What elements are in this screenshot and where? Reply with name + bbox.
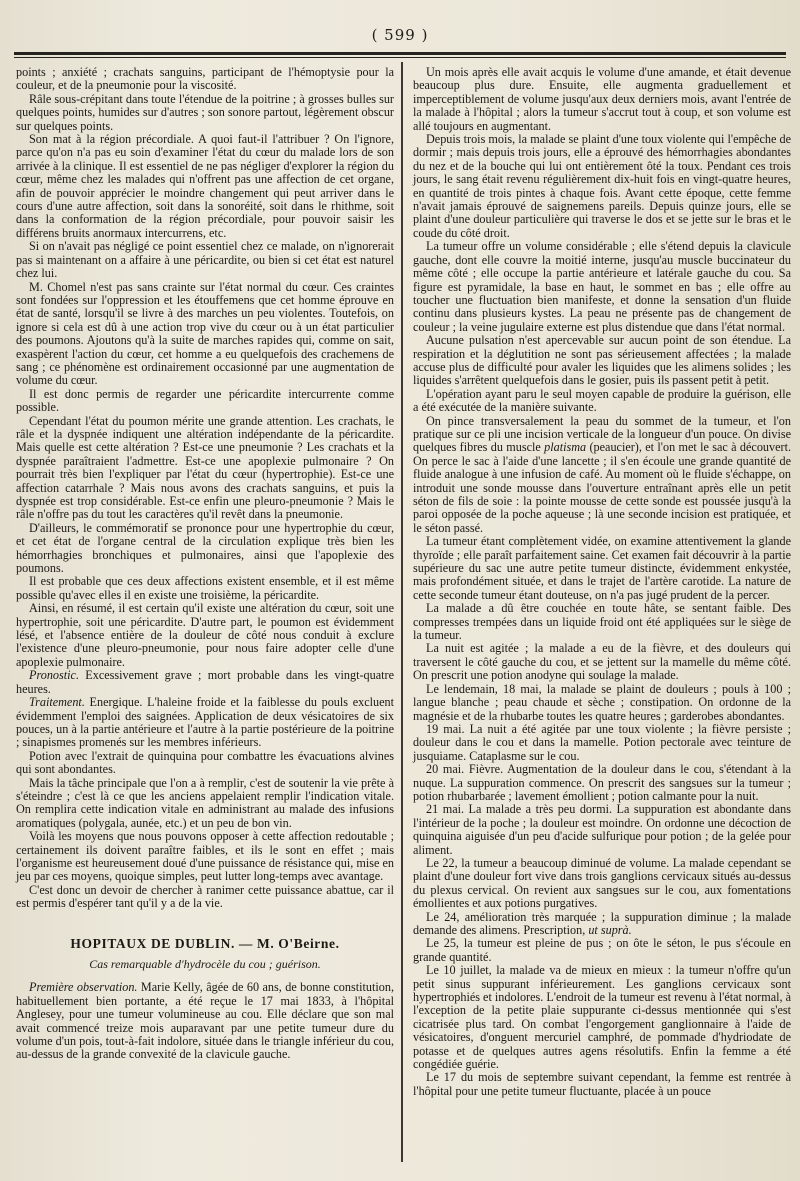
paragraph: Le 10 juillet, la malade va de mieux en mieux : la tumeur n'offre qu'un petit sinus suppurant inférieurement. Les ganglions cervicaux sont hypertrophiés et indolores. L'endroit de la tumeur est revenu à l'état normal, à l'exception de la petite plaie suppurante ci-dessus mentionnée qui s'est cicatrisée plus tard. On combat l'engorgement ganglionnaire à l'aide de vésicatoires, d'onguent mercuriel camphré, de pommade d'hydriodate de potasse et de quelques autres agens résolutifs. Enfin la femme a été congédiée guérie. <box>413 963 792 1072</box>
paragraph: Son mat à la région précordiale. A quoi faut-il l'attribuer ? On l'ignore, parce qu'on n'a pas eu soin d'examiner l'état du cœur du malade lors de son arrivée à la clinique. Il est essentiel de ne pas négliger d'explorer la région du cœur, même chez les malades qui n'offrent pas une affection de cet organe, afin de pouvoir apprécier le moindre changement qui peut arriver dans le cours d'une autre affection, soit dans la sonoréité, soit dans le rhithme, soit dans la conformation de la région précordiale, pour pouvoir saisir les différens bruits anormaux intercurrens, etc. <box>16 132 394 240</box>
paragraph: 20 mai. Fièvre. Augmentation de la douleur dans le cou, s'étendant à la nuque. La suppuration commence. On prescrit des sangsues sur la tumeur ; potion rhubarbarée ; lavement émollient ; potion calmante pour la nuit. <box>413 762 791 803</box>
treatment-paragraph <box>16 696 394 750</box>
paragraph: points ; anxiété ; crachats sanguins, participant de l'hémoptysie pour la couleur, et de la pneumonie pour la viscosité. <box>16 65 394 93</box>
paragraph: Depuis trois mois, la malade se plaint d'une toux violente qui l'empêche de dormir ; mais depuis trois jours, elle a éprouvé des hémorrhagies abondantes du nez et de la bouche qui lui ont entièrement ôté la toux. Pendant ces trois jours, le sang était revenu régulièrement dix-huit fois en vingt-quatre heures, en quantité de trois pintes à chaque fois. Avant cette époque, cette femme n'avait jamais éprouvé de saignemens pareils. Depuis quinze jours, elle se plaint d'une douleur particulière qui traverse le dos et se jette sur le bras et le coude du côté droit. <box>413 132 791 240</box>
paragraph: Si on n'avait pas négligé ce point essentiel chez ce malade, on n'ignorerait pas si maintenant on a affaire à une péricardite, ou bien si cet état est naturel chez lui. <box>16 239 394 281</box>
paragraph: La malade a dû être couchée en toute hâte, se sentant faible. Des compresses trempées dans un liquide froid ont été appliquées sur le siège de la tumeur. <box>413 601 791 643</box>
paragraph: Cependant l'état du poumon mérite une grande attention. Les crachats, le râle et la dyspnée indiquent une altération indépendante de la péricardite. Mais quelle est cette altération ? Est-ce une pneumonie ? Les crachats et la dyspnée paraîtraient l'admettre. Est-ce une apoplexie pulmonaire ? On pourrait très bien l'expliquer par l'état du cœur (hypertrophie). Est-ce une affection catarrhale ? Mais nous avons des crachats sanguins, et puis la dyspnée est trop considérable. Est-ce enfin une pleuro-pneumonie ? Mais le râle n'offre pas du tout les caractères qu'il revêt dans la pneumonie. <box>16 413 394 522</box>
platisma-term: platisma <box>544 440 587 455</box>
prognosis-paragraph <box>16 669 394 696</box>
paragraph: Râle sous-crépitant dans toute l'étendue de la poitrine ; à grosses bulles sur quelques points, humides sur d'autres ; son sonore partout, légèrement obscur sur quelques points. <box>16 91 394 133</box>
section-subheading: Cas remarquable d'hydrocèle du cou ; guérison. <box>89 957 321 971</box>
prognosis-text: Excessivement grave ; mort probable dans les vingt-quatre heures. <box>16 668 394 696</box>
header-rule <box>14 52 786 58</box>
paragraph: C'est donc un devoir de chercher à ranimer cette puissance abattue, car il est permis d'espérer tant qu'il y a de la vie. <box>16 882 394 911</box>
paragraph: Le 25, la tumeur est pleine de pus ; on ôte le séton, le pus s'écoule en grande quantité. <box>413 936 791 964</box>
paragraph: La tumeur étant complètement vidée, on examine attentivement la glande thyroïde ; elle paraît parfaitement saine. Cet examen fait découvrir à la partie supérieure du sac une autre petite tumeur distincte, évidemment enkystée, mais profondément située, et dans le trajet de l'artère carotide. La nature de cette seconde tumeur étant douteuse, on n'a pas jugé prudent de la percer. <box>413 534 791 602</box>
observation-label: Première observation. <box>29 980 138 995</box>
prescription-text: Le 24, amélioration très marquée ; la suppuration diminue ; la malade demande des alimens. Prescription, <box>413 909 791 937</box>
paragraph: L'opération ayant paru le seul moyen capable de produire la guérison, elle a été exécutée de la manière suivante. <box>413 386 791 415</box>
paragraph: Le 17 du mois de septembre suivant cependant, la femme est rentrée à l'hôpital pour une petite tumeur fluctuante, placée à un pouce <box>413 1070 791 1098</box>
paragraph: Il est donc permis de regarder une péricardite intercurrente comme possible. <box>16 386 394 415</box>
paragraph: Le 22, la tumeur a beaucoup diminué de volume. La malade cependant se plaint d'une douleur fort vive dans trois ganglions cervicaux situés au-dessus du plexus cervical. On revient aux sangsues sur le cou, aux fomentations émollientes et aux potions purgatives. <box>413 855 791 911</box>
paragraph: Il est probable que ces deux affections existent ensemble, et il est même possible qu'avec elles il en existe une troisième, la péricardite. <box>16 574 394 602</box>
paragraph: Un mois après elle avait acquis le volume d'une amande, et était devenue beaucoup plus dure. Ensuite, elle augmenta graduellement et imperceptiblement de volume jusqu'aux deux derniers mois, avant l'entrée de la malade à l'hôpital ; alors la tumeur s'accrut tout à coup, et son volume est allé toujours en augmentant. <box>413 65 791 133</box>
column-divider <box>401 62 403 1162</box>
prescription-paragraph <box>413 911 791 938</box>
paragraph: Le lendemain, 18 mai, la malade se plaint de douleurs ; pouls à 100 ; langue blanche ; peau chaude et sèche ; constipation. On ordonne de la magnésie et de la rhubarbe toutes les quatre heures ; garderobes abondantes. <box>413 681 791 723</box>
observation-paragraph <box>16 981 394 1061</box>
paragraph: Aucune pulsation n'est apercevable sur aucun point de son étendue. La respiration et la déglutition ne sont pas sérieusement affectées ; la malade accuse plus de difficulté pour avaler les liquides que les alimens solides ; les liquides s'arrêtent quelquefois dans le gosier, puis ils passent petit à petit. <box>413 333 791 388</box>
paragraph: La tumeur offre un volume considérable ; elle s'étend depuis la clavicule gauche, dont elle couvre la moitié interne, jusqu'au muscle buccinateur du même côté ; elle occupe la partie antérieure et latérale gauche du cou. Sa figure est pyramidale, la base en haut, le sommet en bas ; elle offre au toucher une fluctuation bien manifeste, et donne la sensation d'un fluide continu dans plusieurs kystes. La peau ne présente pas de changement de couleur ; la veine jugulaire externe est plus distendue que dans l'état normal. <box>413 239 791 334</box>
paragraph: Voilà les moyens que nous pouvons opposer à cette affection redoutable ; certainement ils doivent paraître faibles, et ils le sont en effet ; mais l'organisme est heureusement doué d'une puissance de résistance qui, mise en jeu par ces moyens, quoique simples, peut lutter long-temps avec avantage. <box>16 829 394 884</box>
paragraph: 19 mai. La nuit a été agitée par une toux violente ; la fièvre persiste ; douleur dans le cou et dans la mamelle. Potion pectorale avec teinture de jusquiame. Cataplasme sur le cou. <box>413 721 791 763</box>
paragraph: M. Chomel n'est pas sans crainte sur l'état normal du cœur. Ces craintes sont fondées sur l'oppression et les étouffemens que cet homme éprouve en état de santé, lorsqu'il se livre à des marches un peu violentes. Toutefois, on ignore si cela est dû à une action trop vive du cœur ou à un état particulier des poumons. Ajoutons qu'à la suite de marches rapides qui, comme on sait, exaspèrent l'action du cœur, cet homme a eu quelquefois des crachemens de sang ; ce phénomène est ordinairement occasionné par une augmentation de volume du cœur. <box>16 279 394 388</box>
paragraph: Mais la tâche principale que l'on a à remplir, c'est de soutenir la vie prête à s'éteindre ; c'est là ce que les anciens appelaient remplir l'indication vitale. On remplira cette indication vitale en administrant au malade des infusions aromatiques (polygala, aunée, etc.) et un peu de bon vin. <box>16 775 394 830</box>
section-heading: HOPITAUX DE DUBLIN. — M. O'Beirne. <box>70 935 340 951</box>
paragraph: Potion avec l'extrait de quinquina pour combattre les évacuations alvines qui sont abondantes. <box>16 748 394 777</box>
treatment-label: Traitement. <box>29 695 85 710</box>
page-number: ( 599 ) <box>371 26 429 44</box>
paragraph: La nuit est agitée ; la malade a eu de la fièvre, et des douleurs qui traversent le côté gauche du cou, et se jettent sur la mamelle du même côté. On prescrit une potion anodyne qui soulage la malade. <box>413 641 791 683</box>
operation-paragraph <box>413 415 791 536</box>
left-column <box>16 66 394 1062</box>
right-column <box>413 66 791 1098</box>
paragraph: D'ailleurs, le commémoratif se prononce pour une hypertrophie du cœur, et cet état de l'organe central de la circulation explique très bien les hémorrhagies bronchiques et pulmonaires, ainsi que l'apoplexie des poumons. <box>16 520 394 576</box>
paragraph: 21 mai. La malade a très peu dormi. La suppuration est abondante dans l'intérieur de la poche ; la douleur est moindre. On ordonne une décoction de quinquina aiguisée d'un peu d'acide sulfurique pour potion ; de la gelée pour aliment. <box>413 802 791 857</box>
treatment-text: Energique. L'haleine froide et la faiblesse du pouls excluent évidemment l'emploi des saignées. Application de deux vésicatoires de six pouces, un à la partie antérieure et l'autre à la partie postérieure de la poitrine ; sinapismes promenés sur les membres inférieurs. <box>16 695 394 750</box>
operation-text-1: On pince transversalement la peau du sommet de la tumeur, et l'on pratique sur ce pli une incision verticale de la longueur d'un pouce. On divise quelques fibres du muscle <box>413 413 791 455</box>
prognosis-label: Pronostic. <box>29 668 79 683</box>
paragraph: Ainsi, en résumé, il est certain qu'il existe une altération du cœur, soit une hypertrophie, soit une péricardite. D'autre part, le poumon est évidemment lésé, et l'absence entière de la douleur de côté nous conduit à exclure l'existence d'une pleuro-pneumonie, pour nous faire adopter celle d'une apoplexie pulmonaire. <box>16 601 394 669</box>
prescription-supra: ut suprà. <box>588 923 632 937</box>
operation-text-2: (peaucier), et l'on met le sac à découvert. On perce le sac à l'aide d'une lancette ; il s'en écoule une grande quantité de fluide analogue à une infusion de café. Au moment où le fluide s'échappe, on introduit une sonde mousse dans l'ouverture entraînant après elle un petit séton de fils de soie : la pointe mousse de cette sonde est poussée jusqu'à la paroi opposée de la poche aqueuse ; là une seconde incision est pratiquée, et le séton passé. <box>413 440 792 535</box>
observation-text: Marie Kelly, âgée de 60 ans, de bonne constitution, habituellement bien portante, a été reçue le 17 mai 1833, à l'hôpital Anglesey, pour une tumeur volumineuse au cou. Elle déclare que son mal avait commencé treize mois auparavant par une petite tumeur dure du volume d'un pois, tout-à-fait indolore, située dans le triangle inférieur du cou, au-dessus de la grande convexité de la clavicule gauche. <box>16 980 394 1062</box>
